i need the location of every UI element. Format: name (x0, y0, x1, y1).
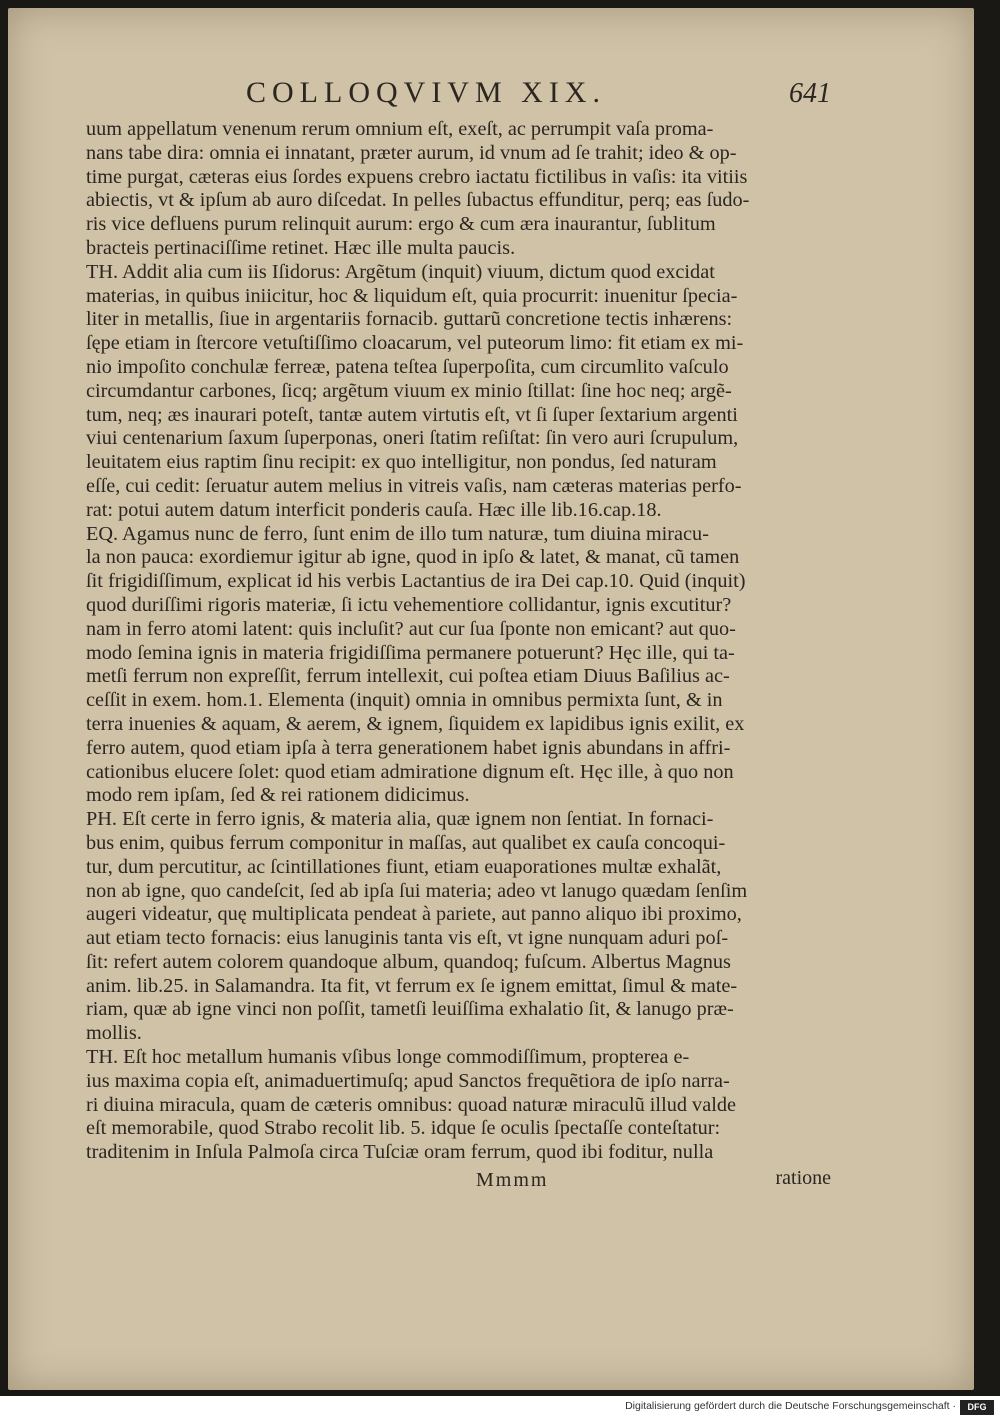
text-line: cationibus elucere ſolet: quod etiam admiratione dignum eſt. Hęc ille, à quo non (86, 760, 734, 783)
text-line: quod duriſſimi rigoris materiæ, ſi ictu vehementiore collidantur, ignis excutitur? (86, 593, 732, 616)
text-line: aut etiam tecto fornacis: eius lanuginis tanta vis eſt, vt igne nunquam aduri poſ- (86, 927, 729, 950)
catchword: ratione (775, 1167, 831, 1190)
signature-mark: Mmmm (476, 1169, 549, 1192)
text-line: augeri videatur, quę multiplicata pendeat à pariete, aut panno aliquo ibi proximo, (86, 903, 742, 926)
paragraph (86, 808, 831, 1046)
text-line: time purgat, cæteras eius ſordes expuens crebro iactatu fictilibus in vaſis: ita vitiis (86, 165, 748, 188)
text-line: bus enim, quibus ferrum componitur in maſſas, aut qualibet ex cauſa concoqui- (86, 831, 726, 854)
credit-bar (0, 1396, 1000, 1419)
text-line: abiectis, vt & ipſum ab auro diſcedat. In pelles ſubactus effunditur, perq; eas ſudo- (86, 189, 750, 212)
text-line: traditenim in Inſula Palmoſa circa Tuſciæ oram ferrum, quod ibi foditur, nulla (86, 1141, 714, 1164)
text-line: ri diuina miracula, quam de cæteris omnibus: quoad naturæ miraculũ illud valde (86, 1093, 736, 1116)
paragraph (86, 1046, 831, 1165)
text-line: EQ. Agamus nunc de ferro, ſunt enim de illo tum naturæ, tum diuina miracu- (86, 522, 709, 545)
text-line: mollis. (86, 1022, 142, 1045)
text-line: leuitatem eius raptim ſinu recipit: ex quo intelligitur, non pondus, ſed naturam (86, 451, 717, 474)
text-line: uum appellatum venenum rerum omnium eſt, exeſt, ac perrumpit vaſa proma- (86, 118, 714, 140)
paragraph (86, 118, 831, 261)
text-line: liter in metallis, ſiue in argentariis fornacib. guttarũ concretione tectis inhærens: (86, 308, 733, 331)
text-line: anim. lib.25. in Salamandra. Ita fit, vt ferrum ex ſe ignem emittat, ſimul & mate- (86, 974, 738, 997)
text-line: materias, in quibus iniicitur, hoc & liquidum eſt, quia procurrit: inuenitur ſpecia- (86, 284, 738, 307)
funding-credit: Digitalisierung gefördert durch die Deutsche Forschungsgemeinschaft · (625, 1400, 956, 1412)
book-page (8, 8, 974, 1390)
text-line: ſit frigidiſſimum, explicat id his verbis Lactantius de ira Dei cap.10. Quid (inquit) (86, 570, 746, 593)
text-line: ſępe etiam in ſtercore vetuſtiſſimo cloacarum, vel puteorum limo: fit etiam ex mi- (86, 332, 744, 355)
page-number: 641 (789, 78, 831, 109)
paragraph (86, 523, 831, 809)
dfg-logo-icon: DFG (960, 1400, 994, 1415)
text-line: terra inuenies & aquam, & aerem, & ignem, ſiquidem ex lapidibus ignis exilit, ex (86, 712, 745, 735)
running-title: COLLOQVIVM XIX. (246, 76, 606, 109)
text-line: rat: potui autem datum interficit ponderis cauſa. Hæc ille lib.16.cap.18. (86, 498, 662, 521)
text-line: nio impoſito conchulæ ferreæ, patena teſtea ſuperpoſita, cum circumlito vaſculo (86, 355, 729, 378)
text-line: tur, dum percutitur, ac ſcintillationes fiunt, etiam euaporationes multæ exhalãt, (86, 855, 722, 878)
body-text (86, 118, 831, 1165)
text-line: TH. Eſt hoc metallum humanis vſibus longe commodiſſimum, propterea e- (86, 1046, 690, 1069)
paragraph (86, 261, 831, 523)
text-line: riam, quæ ab igne vinci non poſſit, tametſi leuiſſima exhalatio ſit, & lanugo præ- (86, 998, 734, 1021)
text-line: eſt memorabile, quod Strabo recolit lib. 5. idque ſe oculis ſpectaſſe conteſtatur: (86, 1117, 721, 1140)
page-footer (86, 1167, 831, 1197)
text-line: bracteis pertinaciſſime retinet. Hæc ille multa paucis. (86, 236, 516, 259)
text-line: nans tabe dira: omnia ei innatant, præter aurum, id vnum ad ſe trahit; ideo & op- (86, 141, 737, 164)
text-line: ius maxima copia eſt, animaduertimuſq; apud Sanctos frequẽtiora de ipſo narra- (86, 1069, 730, 1092)
text-line: PH. Eſt certe in ferro ignis, & materia alia, quæ ignem non ſentiat. In fornaci- (86, 808, 714, 831)
text-line: TH. Addit alia cum iis Iſidorus: Argẽtum (inquit) viuum, dictum quod excidat (86, 260, 715, 283)
text-line: la non pauca: exordiemur igitur ab igne, quod in ipſo & latet, & manat, cũ tamen (86, 546, 740, 569)
text-line: viui centenarium ſaxum ſuperponas, oneri ſtatim reſiſtat: ſin vero auri ſcrupulum, (86, 427, 739, 450)
text-line: eſſe, cui cedit: ſeruatur autem melius in vitreis vaſis, nam cæteras materias perfo- (86, 474, 742, 497)
text-line: ceſſit in exem. hom.1. Elementa (inquit) omnia in omnibus permixta ſunt, & in (86, 689, 723, 712)
text-line: ferro autem, quod etiam ipſa à terra generationem habet ignis abundans in affri- (86, 736, 731, 759)
text-line: metſi ferrum non expreſſit, ferrum intellexit, cui poſtea etiam Diuus Baſilius ac- (86, 665, 730, 688)
text-line: circumdantur carbones, ſicq; argẽtum viuum ex minio ſtillat: ſine hoc neq; argẽ- (86, 379, 732, 402)
running-head (86, 76, 831, 118)
text-line: modo rem ipſam, ſed & rei rationem didicimus. (86, 784, 470, 807)
text-line: tum, neq; æs inaurari poteſt, tantæ autem virtutis eſt, vt ſi ſuper ſextarium argenti (86, 403, 738, 426)
text-line: non ab igne, quo candeſcit, ſed ab ipſa ſui materia; adeo vt lanugo quædam ſenſim (86, 879, 748, 902)
text-line: nam in ferro atomi latent: quis incluſit? aut cur ſua ſponte non emicant? aut quo- (86, 617, 736, 640)
text-line: ris vice defluens purum relinquit aurum: ergo & cum æra inaurantur, ſublitum (86, 213, 716, 236)
page-content (86, 76, 831, 1197)
text-line: ſit: refert autem colorem quandoque album, quandoq; fuſcum. Albertus Magnus (86, 950, 731, 973)
text-line: modo ſemina ignis in materia frigidiſſima permanere potuerunt? Hęc ille, qui ta- (86, 641, 735, 664)
